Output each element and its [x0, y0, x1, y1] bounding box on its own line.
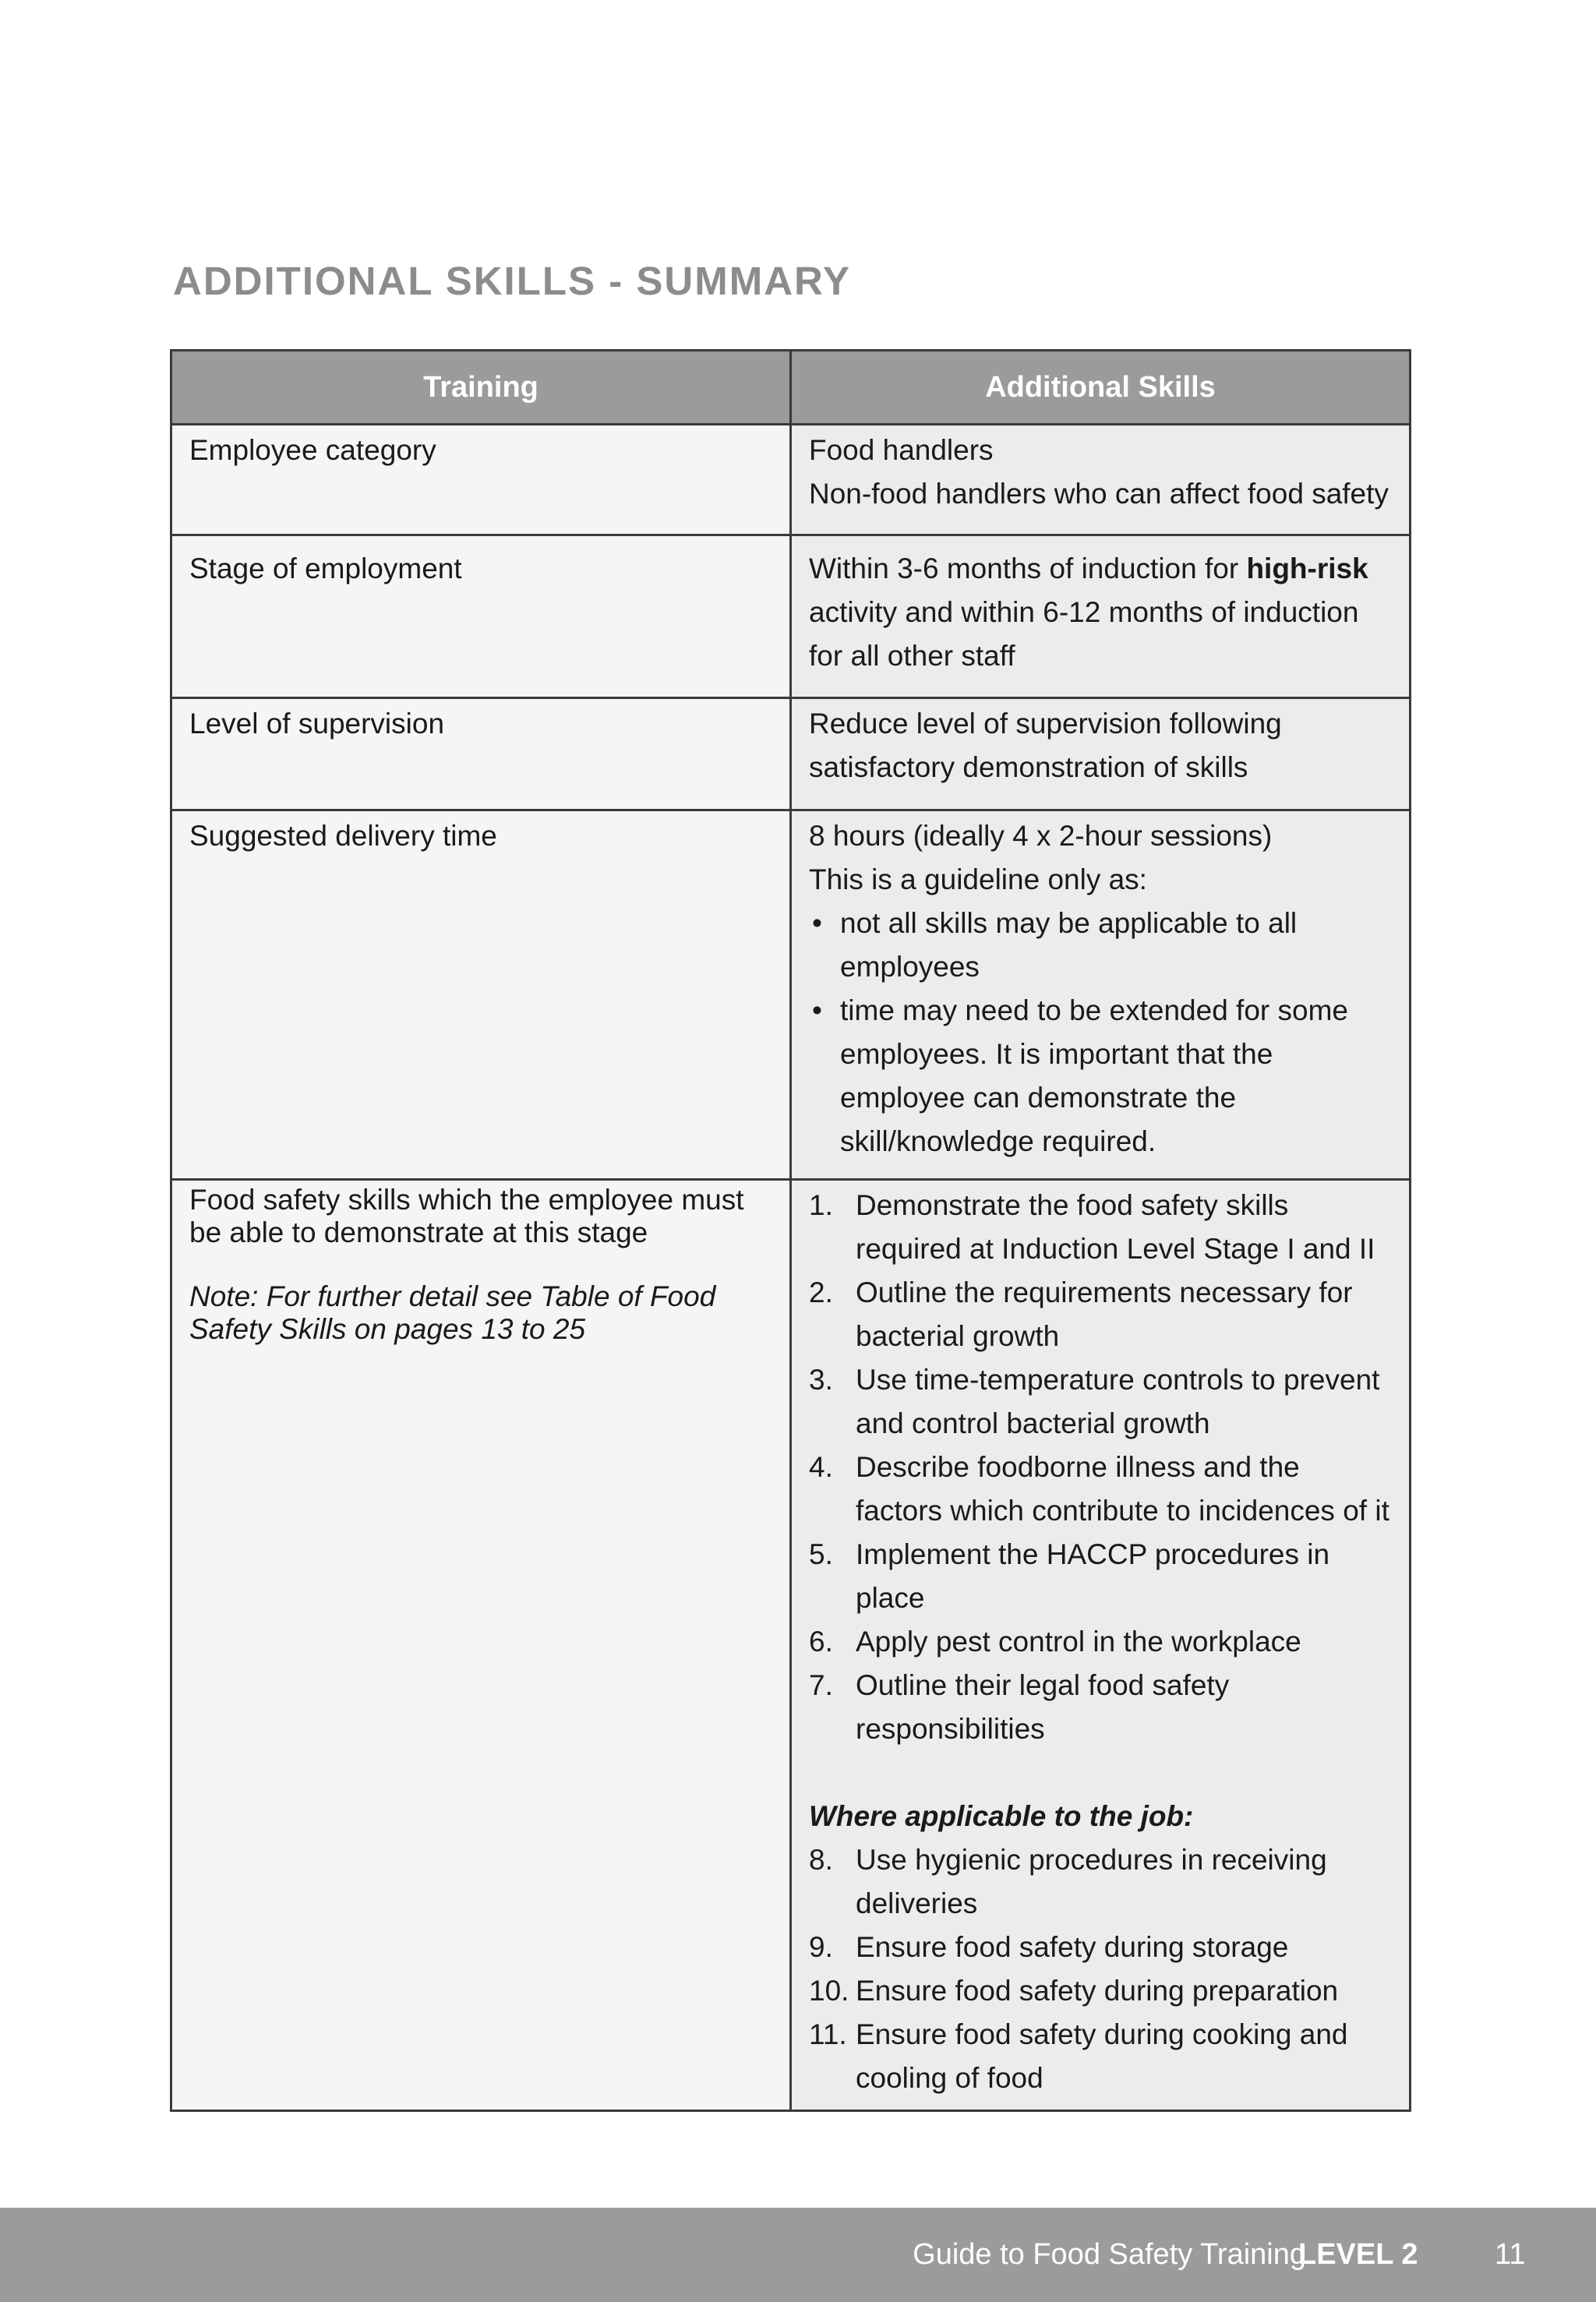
stage-text-after: activity and within 6-12 months of induction for all other staff: [809, 596, 1359, 672]
stage-text-before: Within 3-6 months of induction for: [809, 553, 1247, 584]
item-text: Implement the HACCP procedures in place: [856, 1538, 1330, 1614]
header-additional-skills: Additional Skills: [791, 351, 1411, 425]
row-value-employee-category: [791, 425, 1411, 535]
suggested-delivery-time-label: Suggested delivery time: [189, 820, 497, 852]
item-number: 3.: [809, 1364, 833, 1396]
item-number: 6.: [809, 1626, 833, 1658]
item-number: 10.: [809, 1975, 849, 2007]
list-item: [809, 1664, 1392, 1751]
footer-bar: [0, 2208, 1596, 2302]
item-number: 1.: [809, 1189, 833, 1221]
list-item: [809, 1838, 1392, 1926]
item-text: Describe foodborne illness and the factors which contribute to incidences of it: [856, 1451, 1389, 1527]
food-safety-skills-label: Food safety skills which the employee must be able to demonstrate at this stage: [189, 1184, 744, 1248]
item-text: Outline the requirements necessary for bacterial growth: [856, 1276, 1353, 1352]
applicable-heading: Where applicable to the job:: [809, 1800, 1194, 1832]
table-row: [171, 698, 1411, 810]
item-number: 4.: [809, 1451, 833, 1483]
list-item: [809, 2013, 1392, 2100]
table-row: [171, 1180, 1411, 2111]
table-header-row: [171, 351, 1411, 425]
employee-category-label: Employee category: [189, 434, 436, 466]
item-number: 8.: [809, 1844, 833, 1876]
item-text: Demonstrate the food safety skills required at Induction Level Stage I and II: [856, 1189, 1375, 1265]
list-item: [809, 1271, 1392, 1358]
item-text: Use time-temperature controls to prevent and control bacterial growth: [856, 1364, 1380, 1439]
item-text: Apply pest control in the workplace: [856, 1626, 1301, 1658]
row-label-level-of-supervision: [171, 698, 791, 810]
footer-level: LEVEL 2: [1298, 2238, 1418, 2271]
employee-category-line: Non-food handlers who can affect food safety: [809, 478, 1389, 510]
delivery-line: 8 hours (ideally 4 x 2-hour sessions): [809, 820, 1273, 852]
item-number: 11.: [809, 2018, 847, 2050]
level-of-supervision-text: Reduce level of supervision following satisfactory demonstration of skills: [809, 708, 1282, 783]
summary-table: [170, 349, 1411, 2112]
row-value-level-of-supervision: [791, 698, 1411, 810]
row-value-suggested-delivery-time: [791, 810, 1411, 1180]
list-item: [809, 1358, 1392, 1446]
footer-guide-title: Guide to Food Safety Training: [913, 2238, 1306, 2271]
item-number: 9.: [809, 1931, 833, 1963]
applicable-skills-list: [809, 1838, 1392, 2100]
employee-category-line: Food handlers: [809, 434, 994, 466]
list-item: [809, 1969, 1392, 2013]
skills-list: [809, 1184, 1392, 1751]
table-row: [171, 810, 1411, 1180]
table-row: [171, 425, 1411, 535]
row-label-food-safety-skills: [171, 1180, 791, 2111]
list-item: [809, 1620, 1392, 1664]
item-text: Use hygienic procedures in receiving deliveries: [856, 1844, 1327, 1919]
list-item: [809, 1446, 1392, 1533]
header-training: Training: [171, 351, 791, 425]
row-value-food-safety-skills: [791, 1180, 1411, 2111]
row-label-employee-category: [171, 425, 791, 535]
page-title: ADDITIONAL SKILLS - SUMMARY: [173, 259, 851, 303]
food-safety-skills-note: Note: For further detail see Table of Food Safety Skills on pages 13 to 25: [189, 1280, 716, 1345]
delivery-bullet-list: [809, 902, 1392, 1163]
row-label-suggested-delivery-time: [171, 810, 791, 1180]
item-text: Ensure food safety during cooking and cooling of food: [856, 2018, 1348, 2094]
item-text: Outline their legal food safety responsibilities: [856, 1669, 1230, 1745]
delivery-line: This is a guideline only as:: [809, 863, 1147, 895]
list-item: • time may need to be extended for some employees. It is important that the employee can demonstrate the skill/knowledge required.: [809, 989, 1392, 1163]
list-item: [809, 1533, 1392, 1620]
item-number: 5.: [809, 1538, 833, 1570]
list-item: [809, 1926, 1392, 1969]
level-of-supervision-label: Level of supervision: [189, 708, 445, 740]
stage-text-bold: high-risk: [1246, 553, 1368, 584]
list-item: [809, 1184, 1392, 1271]
item-text: Ensure food safety during preparation: [856, 1975, 1339, 2007]
item-text: Ensure food safety during storage: [856, 1931, 1289, 1963]
item-number: 2.: [809, 1276, 833, 1308]
row-value-stage-of-employment: [791, 535, 1411, 698]
page-number: 11: [1495, 2238, 1526, 2271]
list-item: • not all skills may be applicable to all employees: [809, 902, 1392, 989]
item-number: 7.: [809, 1669, 833, 1701]
row-label-stage-of-employment: [171, 535, 791, 698]
table-row: [171, 535, 1411, 698]
stage-of-employment-label: Stage of employment: [189, 553, 462, 584]
